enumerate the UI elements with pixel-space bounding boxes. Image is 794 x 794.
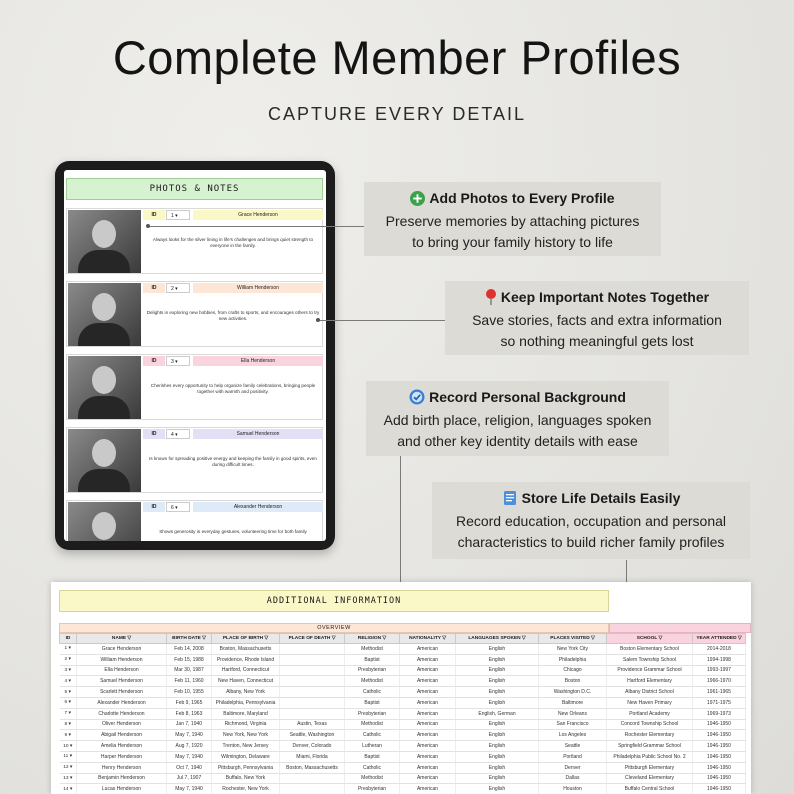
table-cell[interactable]: Austin, Texas <box>280 719 345 730</box>
table-cell[interactable]: 1946-1950 <box>693 751 746 762</box>
table-cell[interactable]: Lutheran <box>345 741 400 752</box>
table-cell[interactable]: Catholic <box>345 762 400 773</box>
table-cell[interactable]: Baltimore, Maryland <box>212 708 280 719</box>
table-cell[interactable]: 10 ▾ <box>60 741 77 752</box>
badge-check-icon <box>409 389 425 410</box>
table-cell[interactable]: 3 ▾ <box>60 665 77 676</box>
table-cell[interactable] <box>280 654 345 665</box>
table-cell[interactable]: Boston Elementary School <box>607 644 693 655</box>
table-cell[interactable]: 8 ▾ <box>60 719 77 730</box>
table-row <box>60 644 746 655</box>
table-cell[interactable]: 1946-1950 <box>693 741 746 752</box>
table-cell[interactable]: English, German <box>456 708 539 719</box>
table-cell[interactable]: 9 ▾ <box>60 730 77 741</box>
photo-head <box>92 366 116 394</box>
profile-card <box>66 281 323 347</box>
table-cell[interactable]: Buffalo Central School <box>607 784 693 794</box>
table-cell[interactable]: 1946-1950 <box>693 773 746 784</box>
table-cell[interactable]: Baptist <box>345 697 400 708</box>
column-header[interactable]: LANGUAGES SPOKEN ▽ <box>456 634 539 644</box>
profile-name: Ella Henderson <box>193 356 323 366</box>
table-cell[interactable]: American <box>400 644 456 655</box>
id-label: ID <box>143 283 165 293</box>
table-cell[interactable]: Scarlett Henderson <box>77 687 167 698</box>
photo-head <box>92 293 116 321</box>
table-cell[interactable]: English <box>456 741 539 752</box>
table-cell[interactable]: New Orleans <box>539 708 607 719</box>
additional-info-header: ADDITIONAL INFORMATION <box>59 590 609 612</box>
table-cell[interactable]: 1971-1975 <box>693 697 746 708</box>
connector-line-2 <box>318 320 445 321</box>
id-select[interactable]: 3 ▾ <box>166 356 190 366</box>
table-cell[interactable]: Presbyterian <box>345 708 400 719</box>
table-cell[interactable]: Rochester Elementary <box>607 730 693 741</box>
table-cell[interactable]: American <box>400 730 456 741</box>
profile-photo[interactable] <box>68 210 141 273</box>
table-cell[interactable]: Feb 11, 1960 <box>167 676 212 687</box>
table-cell[interactable]: English <box>456 784 539 794</box>
table-cell[interactable]: Henry Henderson <box>77 762 167 773</box>
table-cell[interactable]: Methodist <box>345 773 400 784</box>
table-cell[interactable]: San Francisco <box>539 719 607 730</box>
table-cell[interactable]: 5 ▾ <box>60 687 77 698</box>
table-cell[interactable] <box>280 697 345 708</box>
table-cell[interactable] <box>280 784 345 794</box>
column-header[interactable]: BIRTH DATE ▽ <box>167 634 212 644</box>
table-cell[interactable]: Washington D.C. <box>539 687 607 698</box>
profile-id-row <box>143 502 323 512</box>
table-cell[interactable]: English <box>456 719 539 730</box>
table-row <box>60 676 746 687</box>
table-cell[interactable]: American <box>400 708 456 719</box>
table-cell[interactable]: Benjamin Henderson <box>77 773 167 784</box>
photo-head <box>92 439 116 467</box>
table-cell[interactable]: American <box>400 665 456 676</box>
table-cell[interactable]: Aug 7, 1920 <box>167 741 212 752</box>
table-cell[interactable] <box>280 665 345 676</box>
table-cell[interactable]: Baltimore <box>539 697 607 708</box>
table-row <box>60 751 746 762</box>
table-cell[interactable]: Salem Township School <box>607 654 693 665</box>
photo-body <box>78 469 130 492</box>
connector-line-1 <box>148 226 364 227</box>
profile-name: Samuel Henderson <box>193 429 323 439</box>
table-cell[interactable]: Samuel Henderson <box>77 676 167 687</box>
photo-body <box>78 250 130 273</box>
table-cell[interactable]: Los Angeles <box>539 730 607 741</box>
table-cell[interactable]: 12 ▾ <box>60 762 77 773</box>
table-cell[interactable]: 7 ▾ <box>60 708 77 719</box>
table-cell[interactable]: American <box>400 751 456 762</box>
id-select[interactable]: 1 ▾ <box>166 210 190 220</box>
table-cell[interactable]: Feb 9, 1965 <box>167 697 212 708</box>
table-cell[interactable]: American <box>400 773 456 784</box>
profile-id-row <box>143 356 323 366</box>
additional-info-sheet <box>51 582 751 794</box>
id-select[interactable]: 6 ▾ <box>166 502 190 512</box>
table-cell[interactable]: English <box>456 665 539 676</box>
callout-heading: Add Photos to Every Profile <box>429 190 615 206</box>
id-label: ID <box>143 502 165 512</box>
callout-text: characteristics to build richer family profiles <box>457 534 725 550</box>
table-cell[interactable]: Alexander Henderson <box>77 697 167 708</box>
table-cell[interactable]: Catholic <box>345 687 400 698</box>
table-cell[interactable]: 1994-1998 <box>693 654 746 665</box>
table-cell[interactable]: Methodist <box>345 676 400 687</box>
table-cell[interactable]: 11 ▾ <box>60 751 77 762</box>
table-cell[interactable]: English <box>456 687 539 698</box>
column-header[interactable]: ID <box>60 634 77 644</box>
id-select[interactable]: 2 ▾ <box>166 283 190 293</box>
table-row <box>60 741 746 752</box>
table-cell[interactable]: American <box>400 784 456 794</box>
table-cell[interactable] <box>280 773 345 784</box>
column-header[interactable]: PLACES VISITED ▽ <box>539 634 607 644</box>
table-cell[interactable]: Amelia Henderson <box>77 741 167 752</box>
table-cell[interactable]: Rochester, New York <box>212 784 280 794</box>
profile-note: Cherishes every opportunity to help organize family celebrations, bringing people together with warmth and positivity. <box>150 383 316 394</box>
id-label: ID <box>143 429 165 439</box>
table-cell[interactable]: Boston, Massachusetts <box>280 762 345 773</box>
table-cell[interactable]: 1 ▾ <box>60 644 77 655</box>
table-cell[interactable]: Ella Henderson <box>77 665 167 676</box>
profile-note: Delights in exploring new hobbies, from crafts to sports, and encourages others to try new activities. <box>146 310 320 321</box>
table-row <box>60 687 746 698</box>
table-cell[interactable]: Boston, Massachusetts <box>212 644 280 655</box>
column-header[interactable]: NATIONALITY ▽ <box>400 634 456 644</box>
table-cell[interactable]: English <box>456 730 539 741</box>
table-cell[interactable]: English <box>456 762 539 773</box>
column-header[interactable]: PLACE OF BIRTH ▽ <box>212 634 280 644</box>
table-cell[interactable]: 6 ▾ <box>60 697 77 708</box>
profile-id-row <box>143 429 323 439</box>
table-cell[interactable]: Denver <box>539 762 607 773</box>
callout-text: Save stories, facts and extra information <box>472 312 722 328</box>
table-cell[interactable]: 1946-1950 <box>693 762 746 773</box>
table-cell[interactable] <box>280 676 345 687</box>
table-cell[interactable]: Concord Township School <box>607 719 693 730</box>
table-cell[interactable] <box>280 687 345 698</box>
column-header[interactable]: RELIGION ▽ <box>345 634 400 644</box>
table-cell[interactable]: 1969-1973 <box>693 708 746 719</box>
table-cell[interactable]: 1961-1965 <box>693 687 746 698</box>
callout-heading: Record Personal Background <box>429 389 626 405</box>
profile-name: Grace Henderson <box>193 210 323 220</box>
page-subtitle: CAPTURE EVERY DETAIL <box>267 104 527 124</box>
tablet-frame <box>55 161 335 550</box>
table-cell[interactable]: Lucas Henderson <box>77 784 167 794</box>
table-cell[interactable]: Feb 10, 1955 <box>167 687 212 698</box>
table-cell[interactable]: English <box>456 654 539 665</box>
table-cell[interactable]: Methodist <box>345 719 400 730</box>
table-cell[interactable]: May 7, 1940 <box>167 751 212 762</box>
profile-card <box>66 427 323 493</box>
table-cell[interactable]: 4 ▾ <box>60 676 77 687</box>
table-cell[interactable]: 2 ▾ <box>60 654 77 665</box>
table-cell[interactable]: Chicago <box>539 665 607 676</box>
table-cell[interactable]: Boston <box>539 676 607 687</box>
table-row <box>60 762 746 773</box>
table-cell[interactable]: American <box>400 762 456 773</box>
table-cell[interactable]: New York, New York <box>212 730 280 741</box>
table-cell[interactable]: Dallas <box>539 773 607 784</box>
table-cell[interactable]: English <box>456 773 539 784</box>
table-cell[interactable]: Providence, Rhode Island <box>212 654 280 665</box>
table-cell[interactable]: Providence Grammar School <box>607 665 693 676</box>
table-cell[interactable]: Presbyterian <box>345 784 400 794</box>
table-cell[interactable]: May 7, 1940 <box>167 730 212 741</box>
table-cell[interactable]: 13 ▾ <box>60 773 77 784</box>
table-cell[interactable]: Springfield Grammar School <box>607 741 693 752</box>
table-cell[interactable] <box>280 644 345 655</box>
page-title: Complete Member Profiles <box>112 31 682 84</box>
table-cell[interactable]: New Haven Primary <box>607 697 693 708</box>
table-cell[interactable]: Buffalo, New York <box>212 773 280 784</box>
table-row <box>60 730 746 741</box>
table-cell[interactable]: William Henderson <box>77 654 167 665</box>
profile-id-row <box>143 283 323 293</box>
table-cell[interactable]: Hartford, Connecticut <box>212 665 280 676</box>
table-cell[interactable]: Portland <box>539 751 607 762</box>
profile-name: William Henderson <box>193 283 323 293</box>
callout-text: to bring your family history to life <box>412 234 613 250</box>
callout-text: and other key identity details with ease <box>397 433 638 449</box>
id-label: ID <box>143 356 165 366</box>
table-cell[interactable]: Charlotte Henderson <box>77 708 167 719</box>
column-header[interactable]: YEAR ATTENDED ▽ <box>693 634 746 644</box>
table-cell[interactable]: English <box>456 644 539 655</box>
table-cell[interactable]: English <box>456 676 539 687</box>
table-cell[interactable]: American <box>400 697 456 708</box>
table-cell[interactable]: Cleveland Elementary <box>607 773 693 784</box>
pin-icon <box>485 289 497 310</box>
table-cell[interactable]: Seattle, Washington <box>280 730 345 741</box>
callout-heading: Keep Important Notes Together <box>500 289 710 305</box>
connector-dot-2 <box>316 318 320 322</box>
photo-head <box>92 512 116 540</box>
profile-card <box>66 208 323 274</box>
table-cell[interactable]: American <box>400 741 456 752</box>
profile-note: Always looks for the silver lining in life's challenges and brings quiet strength to everyone in the family. <box>152 237 314 248</box>
profile-photo[interactable] <box>68 429 141 492</box>
column-header[interactable]: NAME ▽ <box>77 634 167 644</box>
table-cell[interactable]: Oct 7, 1940 <box>167 762 212 773</box>
table-cell[interactable]: Baptist <box>345 751 400 762</box>
id-label: ID <box>143 210 165 220</box>
table-cell[interactable]: Oliver Henderson <box>77 719 167 730</box>
callout-life-details <box>432 482 750 559</box>
connector-dot-1 <box>146 224 150 228</box>
table-body <box>60 644 746 794</box>
table-cell[interactable]: American <box>400 654 456 665</box>
column-header[interactable]: SCHOOL ▽ <box>607 634 693 644</box>
table-cell[interactable]: Portland Academy <box>607 708 693 719</box>
table-cell[interactable]: New Haven, Connecticut <box>212 676 280 687</box>
table-cell[interactable]: Philadelphia, Pennsylvania <box>212 697 280 708</box>
profile-id-row <box>143 210 323 220</box>
table-cell[interactable]: Albany, New York <box>212 687 280 698</box>
table-cell[interactable]: Hartford Elementary <box>607 676 693 687</box>
scroll-icon <box>502 490 518 511</box>
profile-note: Is known for spreading positive energy and keeping the family in good spirits, even during difficult times. <box>149 456 317 467</box>
table-cell[interactable]: Jan 7, 1940 <box>167 719 212 730</box>
id-select[interactable]: 4 ▾ <box>166 429 190 439</box>
table-cell[interactable]: Houston <box>539 784 607 794</box>
table-cell[interactable]: Abigail Henderson <box>77 730 167 741</box>
table-cell[interactable]: Feb 15, 1988 <box>167 654 212 665</box>
overview-band: OVERVIEW <box>59 623 609 633</box>
table-row <box>60 784 746 794</box>
table-cell[interactable]: 1993-1997 <box>693 665 746 676</box>
info-table <box>59 633 746 794</box>
profile-note: Shows generosity in everyday gestures, volunteering time for both family <box>159 529 307 534</box>
photos-notes-header: PHOTOS & NOTES <box>66 178 323 200</box>
photo-head <box>92 220 116 248</box>
table-row <box>60 708 746 719</box>
table-row <box>60 654 746 665</box>
profile-photo[interactable] <box>68 356 141 419</box>
overview-band-secondary <box>609 623 751 633</box>
table-cell[interactable]: 14 ▾ <box>60 784 77 794</box>
callout-text: Add birth place, religion, languages spoken <box>383 412 652 428</box>
table-cell[interactable]: Feb 8, 1963 <box>167 708 212 719</box>
table-cell[interactable]: Miami, Florida <box>280 751 345 762</box>
table-cell[interactable]: American <box>400 676 456 687</box>
table-cell[interactable]: Denver, Colorado <box>280 741 345 752</box>
table-cell[interactable]: New York City <box>539 644 607 655</box>
table-cell[interactable]: American <box>400 719 456 730</box>
table-cell[interactable] <box>280 708 345 719</box>
table-cell[interactable]: 1946-1950 <box>693 719 746 730</box>
table-cell[interactable]: Trenton, New Jersey <box>212 741 280 752</box>
table-cell[interactable]: Philadelphia <box>539 654 607 665</box>
table-cell[interactable]: Harper Henderson <box>77 751 167 762</box>
table-row <box>60 773 746 784</box>
table-cell[interactable]: Seattle <box>539 741 607 752</box>
table-cell[interactable]: English <box>456 697 539 708</box>
callout-text: Preserve memories by attaching pictures <box>385 213 640 229</box>
table-cell[interactable]: Albany District School <box>607 687 693 698</box>
photo-body <box>78 323 130 346</box>
table-cell[interactable]: 2014-2018 <box>693 644 746 655</box>
table-cell[interactable]: 1946-1950 <box>693 784 746 794</box>
table-cell[interactable]: Feb 14, 2008 <box>167 644 212 655</box>
table-cell[interactable]: Mar 30, 1987 <box>167 665 212 676</box>
profile-photo[interactable] <box>68 283 141 346</box>
table-cell[interactable]: Pittsburgh, Pennsylvania <box>212 762 280 773</box>
profile-card <box>66 500 323 541</box>
table-row <box>60 719 746 730</box>
table-cell[interactable]: Wilmington, Delaware <box>212 751 280 762</box>
profile-card <box>66 354 323 420</box>
table-cell[interactable]: 1946-1950 <box>693 730 746 741</box>
callout-notes <box>445 281 749 355</box>
table-cell[interactable]: English <box>456 751 539 762</box>
table-header-row <box>60 634 746 644</box>
callout-background <box>366 381 669 456</box>
table-cell[interactable]: 1966-1970 <box>693 676 746 687</box>
table-cell[interactable]: Richmond, Virginia <box>212 719 280 730</box>
table-cell[interactable]: Catholic <box>345 730 400 741</box>
table-cell[interactable]: Philadelphia Public School No. 2 <box>607 751 693 762</box>
plus-circle-icon <box>410 191 425 211</box>
table-cell[interactable]: Baptist <box>345 654 400 665</box>
callout-heading: Store Life Details Easily <box>521 490 681 506</box>
table-cell[interactable]: May 7, 1940 <box>167 784 212 794</box>
table-row <box>60 665 746 676</box>
table-cell[interactable]: Jul 7, 1907 <box>167 773 212 784</box>
table-row <box>60 697 746 708</box>
callout-text: Record education, occupation and personal <box>455 513 727 529</box>
table-cell[interactable]: Grace Henderson <box>77 644 167 655</box>
column-header[interactable]: PLACE OF DEATH ▽ <box>280 634 345 644</box>
table-cell[interactable]: Methodist <box>345 644 400 655</box>
profile-photo[interactable] <box>68 502 141 541</box>
photo-body <box>78 396 130 419</box>
profile-name: Alexander Henderson <box>193 502 323 512</box>
table-cell[interactable]: American <box>400 687 456 698</box>
table-cell[interactable]: Presbyterian <box>345 665 400 676</box>
table-cell[interactable]: Pittsburgh Elementary <box>607 762 693 773</box>
callout-add-photos <box>364 182 661 256</box>
callout-text: so nothing meaningful gets lost <box>500 333 694 349</box>
